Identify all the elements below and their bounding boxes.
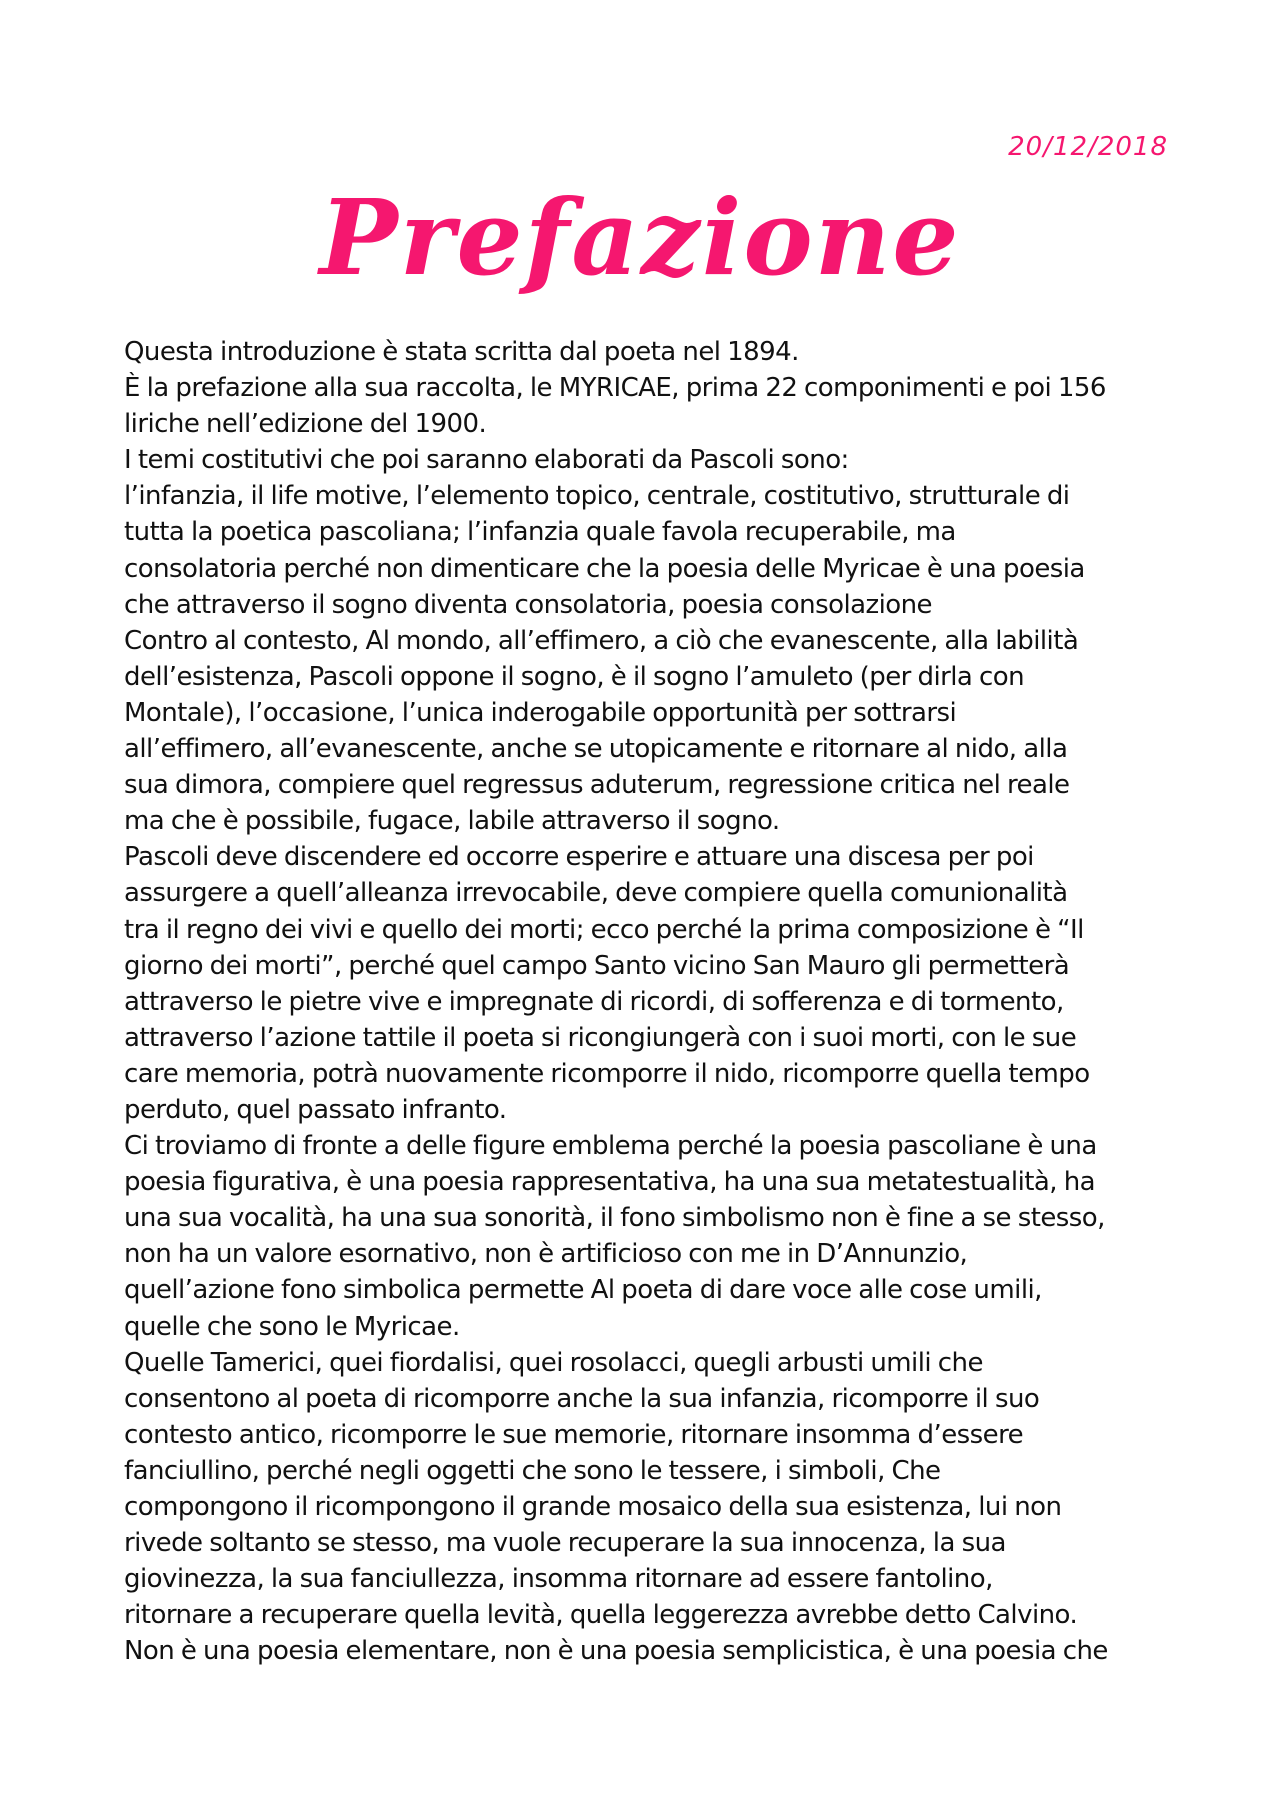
text-line: giorno dei morti”, perché quel campo Santo vicino San Mauro gli permetterà — [124, 950, 1070, 981]
text-line: care memoria, potrà nuovamente ricomporre il nido, ricomporre quella tempo — [124, 1058, 1090, 1089]
text-line: che attraverso il sogno diventa consolatoria, poesia consolazione — [124, 589, 933, 620]
page-title: Prefazione — [319, 176, 961, 299]
text-line: Quelle Tamerici, quei fiordalisi, quei rosolacci, quegli arbusti umili che — [124, 1347, 983, 1378]
body-text — [124, 334, 1164, 1669]
text-line: liriche nell’edizione del 1900. — [124, 409, 487, 440]
text-line: tra il regno dei vivi e quello dei morti; ecco perché la prima composizione è “Il — [124, 914, 1084, 945]
text-line: fanciullino, perché negli oggetti che sono le tessere, i simboli, Che — [124, 1455, 941, 1486]
text-line: poesia figurativa, è una poesia rappresentativa, ha una sua metatestualità, ha — [124, 1167, 1096, 1198]
text-line: Montale), l’occasione, l’unica inderogabile opportunità per sottrarsi — [124, 697, 957, 728]
text-line: Contro al contesto, Al mondo, all’effimero, a ciò che evanescente, alla labilità — [124, 625, 1079, 656]
text-line: tutta la poetica pascoliana; l’infanzia quale favola recuperabile, ma — [124, 517, 956, 548]
document-date: 20/12/2018 — [1008, 132, 1168, 162]
text-line: giovinezza, la sua fanciullezza, insomma ritornare ad essere fantolino, — [124, 1564, 993, 1595]
text-line: contesto antico, ricomporre le sue memorie, ritornare insomma d’essere — [124, 1419, 1024, 1450]
text-line: attraverso l’azione tattile il poeta si ricongiungerà con i suoi morti, con le sue — [124, 1022, 1077, 1053]
text-line: rivede soltanto se stesso, ma vuole recuperare la sua innocenza, la sua — [124, 1528, 1006, 1559]
text-line: È la prefazione alla sua raccolta, le MYRICAE, prima 22 componimenti e poi 156 — [124, 373, 1106, 404]
text-line: ritornare a recuperare quella levità, quella leggerezza avrebbe detto Calvino. — [124, 1600, 1078, 1631]
text-line: assurgere a quell’alleanza irrevocabile, deve compiere quella comunionalità — [124, 878, 1068, 909]
text-line: all’effimero, all’evanescente, anche se utopicamente e ritornare al nido, alla — [124, 734, 1068, 765]
text-line: quelle che sono le Myricae. — [124, 1311, 460, 1342]
text-line: non ha un valore esornativo, non è artificioso con me in D’Annunzio, — [124, 1239, 968, 1270]
text-line: Ci troviamo di fronte a delle figure emblema perché la poesia pascoliane è una — [124, 1131, 1097, 1162]
text-line: l’infanzia, il life motive, l’elemento topico, centrale, costitutivo, strutturale di — [124, 481, 1070, 512]
text-line: quell’azione fono simbolica permette Al poeta di dare voce alle cose umili, — [124, 1275, 1042, 1306]
text-line: consentono al poeta di ricomporre anche la sua infanzia, ricomporre il suo — [124, 1383, 1040, 1414]
text-line: una sua vocalità, ha una sua sonorità, il fono simbolismo non è fine a se stesso, — [124, 1203, 1105, 1234]
text-line: Pascoli deve discendere ed occorre esperire e attuare una discesa per poi — [124, 842, 1034, 873]
text-line: consolatoria perché non dimenticare che la poesia delle Myricae è una poesia — [124, 553, 1085, 584]
text-line: sua dimora, compiere quel regressus aduterum, regressione critica nel reale — [124, 770, 1070, 801]
text-line: attraverso le pietre vive e impregnate di ricordi, di sofferenza e di tormento, — [124, 986, 1064, 1017]
text-line: perduto, quel passato infranto. — [124, 1094, 507, 1125]
text-line: Questa introduzione è stata scritta dal poeta nel 1894. — [124, 337, 799, 367]
text-line: compongono il ricompongono il grande mosaico della sua esistenza, lui non — [124, 1492, 1062, 1522]
text-line: dell’esistenza, Pascoli oppone il sogno, è il sogno l’amuleto (per dirla con — [124, 661, 1025, 692]
text-line: ma che è possibile, fugace, labile attraverso il sogno. — [124, 806, 780, 837]
text-line: I temi costitutivi che poi saranno elaborati da Pascoli sono: — [124, 445, 849, 476]
text-line: Non è una poesia elementare, non è una poesia semplicistica, è una poesia che — [124, 1636, 1108, 1667]
